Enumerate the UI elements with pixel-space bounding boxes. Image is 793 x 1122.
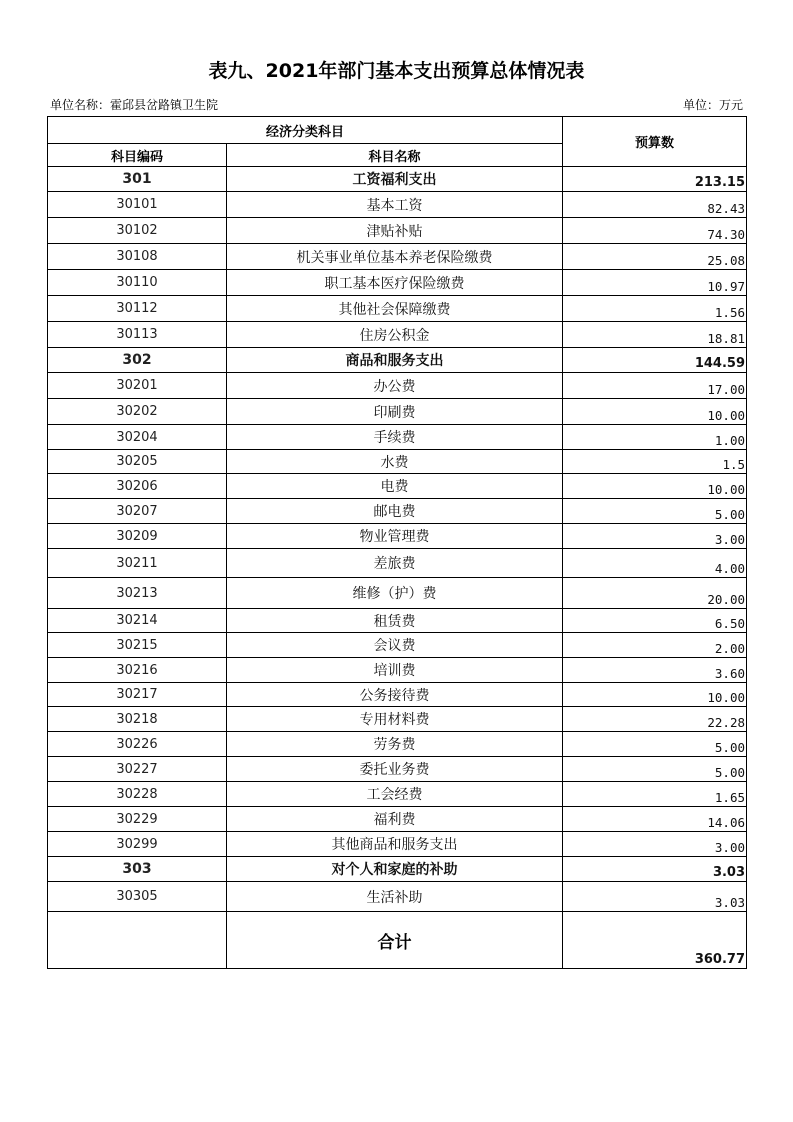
subject-name-cell: 维修（护）费 [227, 578, 563, 609]
subject-code-cell: 30213 [48, 578, 227, 609]
subject-name-cell: 住房公积金 [227, 322, 563, 348]
budget-amount-cell: 25.08 [563, 244, 747, 270]
subject-name-cell: 津贴补贴 [227, 218, 563, 244]
budget-amount-cell: 1.5 [563, 450, 747, 474]
subject-name-cell: 手续费 [227, 425, 563, 450]
table-row [48, 399, 747, 425]
subject-code-cell: 30205 [48, 450, 227, 474]
subject-name-cell: 印刷费 [227, 399, 563, 425]
table-row [48, 244, 747, 270]
category-row [48, 857, 747, 882]
category-row [48, 167, 747, 192]
budget-amount-cell: 6.50 [563, 609, 747, 633]
subject-code-cell: 30214 [48, 609, 227, 633]
subject-code-cell: 30216 [48, 658, 227, 683]
budget-amount-cell: 3.00 [563, 832, 747, 857]
subject-name-cell: 职工基本医疗保险缴费 [227, 270, 563, 296]
subject-code-cell: 303 [48, 857, 227, 882]
subject-name-cell: 培训费 [227, 658, 563, 683]
budget-amount-cell: 10.00 [563, 399, 747, 425]
total-label: 合计 [227, 912, 563, 969]
table-row [48, 757, 747, 782]
budget-amount-cell: 10.00 [563, 474, 747, 499]
table-row [48, 882, 747, 912]
budget-amount-cell: 14.06 [563, 807, 747, 832]
table-row [48, 218, 747, 244]
page-title: 表九、2021年部门基本支出预算总体情况表 [208, 60, 585, 82]
table-row [48, 707, 747, 732]
subject-name-cell: 水费 [227, 450, 563, 474]
subject-code-cell: 30226 [48, 732, 227, 757]
subject-name-cell: 工会经费 [227, 782, 563, 807]
table-row [48, 807, 747, 832]
total-amount: 360.77 [563, 912, 747, 969]
subject-code-cell: 30211 [48, 549, 227, 578]
budget-amount-cell: 213.15 [563, 167, 747, 192]
subject-code-cell: 30201 [48, 373, 227, 399]
budget-amount-cell: 17.00 [563, 373, 747, 399]
table-row [48, 524, 747, 549]
budget-amount-cell: 1.00 [563, 425, 747, 450]
table-row [48, 609, 747, 633]
subject-name-cell: 邮电费 [227, 499, 563, 524]
budget-amount-cell: 10.97 [563, 270, 747, 296]
subject-name-cell: 对个人和家庭的补助 [227, 857, 563, 882]
subject-code-cell: 30110 [48, 270, 227, 296]
table-row [48, 549, 747, 578]
subject-code-cell: 30207 [48, 499, 227, 524]
subject-name-cell: 会议费 [227, 633, 563, 658]
budget-amount-cell: 1.65 [563, 782, 747, 807]
table-row [48, 474, 747, 499]
table-row [48, 832, 747, 857]
subject-code-cell: 302 [48, 348, 227, 373]
budget-amount-cell: 3.03 [563, 882, 747, 912]
unit-money-label: 单位：万元 [682, 98, 743, 112]
table-row [48, 450, 747, 474]
subject-name-cell: 机关事业单位基本养老保险缴费 [227, 244, 563, 270]
table-row [48, 192, 747, 218]
subject-name-cell: 电费 [227, 474, 563, 499]
category-row [48, 348, 747, 373]
budget-amount-cell: 2.00 [563, 633, 747, 658]
subject-name-cell: 其他社会保障缴费 [227, 296, 563, 322]
subject-code-cell: 30204 [48, 425, 227, 450]
budget-amount-cell: 20.00 [563, 578, 747, 609]
unit-org-label: 单位名称：霍邱县岔路镇卫生院 [50, 98, 219, 112]
subject-code-cell: 30228 [48, 782, 227, 807]
total-row [48, 912, 747, 969]
subject-name-cell: 生活补助 [227, 882, 563, 912]
budget-amount-cell: 1.56 [563, 296, 747, 322]
header-budget-amount: 预算数 [563, 117, 747, 167]
budget-amount-cell: 3.60 [563, 658, 747, 683]
table-row [48, 322, 747, 348]
subject-code-cell: 30299 [48, 832, 227, 857]
subject-code-cell: 30101 [48, 192, 227, 218]
budget-amount-cell: 144.59 [563, 348, 747, 373]
subject-code-cell: 30305 [48, 882, 227, 912]
subject-name-cell: 办公费 [227, 373, 563, 399]
header-economic-category: 经济分类科目 [48, 117, 563, 144]
table-row [48, 683, 747, 707]
subject-name-cell: 租赁费 [227, 609, 563, 633]
subject-code-cell: 30112 [48, 296, 227, 322]
subject-name-cell: 商品和服务支出 [227, 348, 563, 373]
table-row [48, 658, 747, 683]
total-code-cell [48, 912, 227, 969]
subject-code-cell: 30215 [48, 633, 227, 658]
subject-name-cell: 福利费 [227, 807, 563, 832]
budget-amount-cell: 4.00 [563, 549, 747, 578]
budget-amount-cell: 74.30 [563, 218, 747, 244]
budget-amount-cell: 82.43 [563, 192, 747, 218]
table-row [48, 499, 747, 524]
subject-name-cell: 公务接待费 [227, 683, 563, 707]
subject-code-cell: 30113 [48, 322, 227, 348]
subject-name-cell: 基本工资 [227, 192, 563, 218]
budget-amount-cell: 5.00 [563, 732, 747, 757]
table-row [48, 782, 747, 807]
table-row [48, 425, 747, 450]
budget-amount-cell: 5.00 [563, 757, 747, 782]
budget-amount-cell: 5.00 [563, 499, 747, 524]
subject-code-cell: 30227 [48, 757, 227, 782]
subject-name-cell: 物业管理费 [227, 524, 563, 549]
header-subject-name: 科目名称 [227, 144, 563, 167]
budget-table [47, 116, 747, 969]
subject-code-cell: 301 [48, 167, 227, 192]
subject-code-cell: 30206 [48, 474, 227, 499]
table-row [48, 578, 747, 609]
budget-amount-cell: 10.00 [563, 683, 747, 707]
header-subject-code: 科目编码 [48, 144, 227, 167]
table-row [48, 633, 747, 658]
subject-code-cell: 30217 [48, 683, 227, 707]
budget-amount-cell: 3.00 [563, 524, 747, 549]
table-row [48, 373, 747, 399]
subject-name-cell: 专用材料费 [227, 707, 563, 732]
budget-amount-cell: 3.03 [563, 857, 747, 882]
subject-code-cell: 30218 [48, 707, 227, 732]
table-row [48, 270, 747, 296]
subject-code-cell: 30102 [48, 218, 227, 244]
table-row [48, 732, 747, 757]
subject-code-cell: 30108 [48, 244, 227, 270]
subject-name-cell: 工资福利支出 [227, 167, 563, 192]
subject-code-cell: 30229 [48, 807, 227, 832]
subject-name-cell: 劳务费 [227, 732, 563, 757]
subject-code-cell: 30209 [48, 524, 227, 549]
subject-code-cell: 30202 [48, 399, 227, 425]
subject-name-cell: 其他商品和服务支出 [227, 832, 563, 857]
budget-amount-cell: 22.28 [563, 707, 747, 732]
subject-name-cell: 委托业务费 [227, 757, 563, 782]
subject-name-cell: 差旅费 [227, 549, 563, 578]
table-row [48, 296, 747, 322]
budget-amount-cell: 18.81 [563, 322, 747, 348]
